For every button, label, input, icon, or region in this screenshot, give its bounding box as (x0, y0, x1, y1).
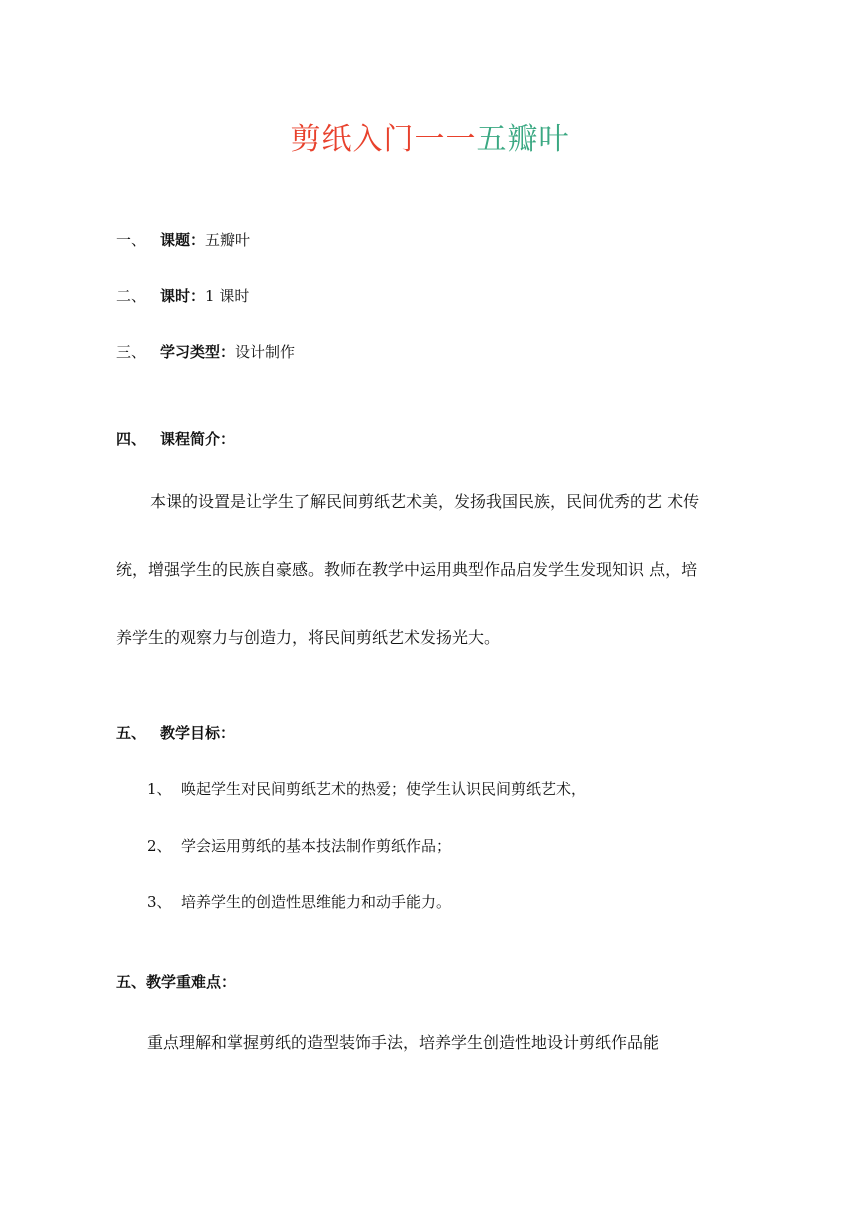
info-number: 一、 (116, 231, 147, 249)
goals-heading (116, 722, 235, 744)
goal-item (147, 778, 586, 800)
intro-paragraph-line: 统，增强学生的民族自豪感。教师在教学中运用典型作品启发学生发现知识 点，培 (116, 560, 698, 579)
info-value: 五瓣叶 (205, 231, 251, 249)
info-number: 三、 (116, 343, 147, 361)
info-line-type (116, 341, 295, 363)
goal-number: 2、 (147, 837, 172, 855)
goal-number: 3、 (147, 893, 172, 911)
goals-number: 五、 (116, 724, 147, 742)
goals-label: 教学目标： (160, 724, 236, 742)
goal-text: 培养学生的创造性思维能力和动手能力。 (181, 893, 452, 911)
intro-heading (116, 428, 235, 450)
intro-label: 课程简介： (160, 430, 236, 448)
info-line-topic (116, 229, 250, 251)
info-line-hours (116, 285, 249, 307)
key-points-heading: 五、教学重难点： (116, 973, 237, 991)
info-value: 1 课时 (205, 287, 250, 305)
goal-text: 学会运用剪纸的基本技法制作剪纸作品； (181, 837, 452, 855)
info-number: 二、 (116, 287, 147, 305)
goal-item (147, 891, 451, 913)
title-red-part: 剪纸入门一一 (290, 122, 477, 157)
key-points-text: 重点理解和掌握剪纸的造型装饰手法，培养学生创造性地设计剪纸作品能 (147, 1033, 660, 1052)
info-label: 学习类型： (160, 343, 236, 361)
intro-paragraph-line: 养学生的观察力与创造力，将民间剪纸艺术发扬光大。 (116, 628, 501, 647)
intro-number: 四、 (116, 430, 147, 448)
info-value: 设计制作 (235, 343, 296, 361)
goal-item (147, 835, 451, 857)
intro-paragraph-line: 本课的设置是让学生了解民间剪纸艺术美，发扬我国民族，民间优秀的艺 术传 (150, 492, 700, 511)
title-green-part: 五瓣叶 (476, 122, 570, 157)
document-title (0, 118, 860, 162)
info-label: 课时： (160, 287, 206, 305)
goal-text: 唤起学生对民间剪纸艺术的热爱；使学生认识民间剪纸艺术， (181, 780, 587, 798)
info-label: 课题： (160, 231, 206, 249)
goal-number: 1、 (147, 780, 172, 798)
